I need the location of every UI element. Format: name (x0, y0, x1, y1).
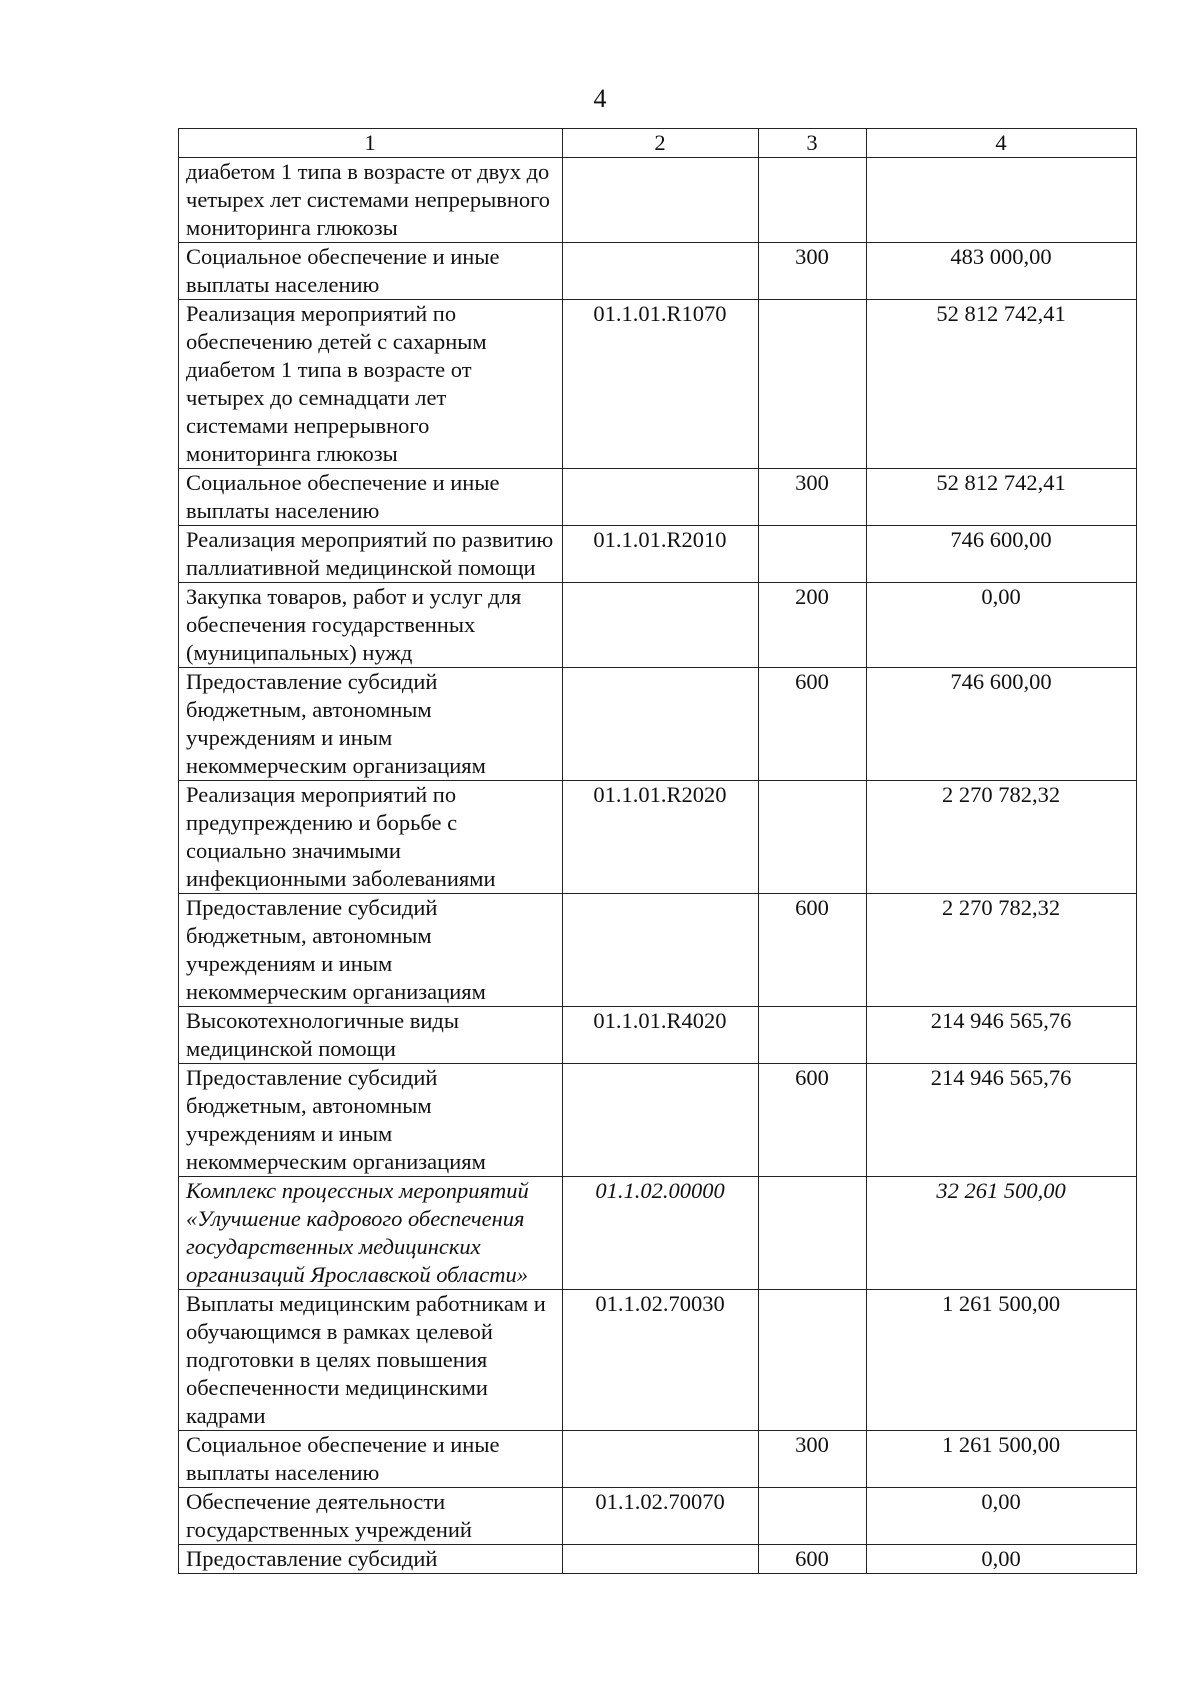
table-row (179, 1290, 1137, 1431)
row-type (759, 1290, 867, 1431)
row-name: Реализация мероприятий по развитию паллиативной медицинской помощи (179, 526, 563, 583)
table-header-row (179, 129, 1137, 158)
row-code: 01.1.01.R2020 (563, 781, 759, 894)
row-code (563, 1064, 759, 1177)
row-type (759, 1488, 867, 1545)
row-amount: 1 261 500,00 (867, 1431, 1137, 1488)
row-code: 01.1.02.70030 (563, 1290, 759, 1431)
table-row (179, 526, 1137, 583)
header-col-4: 4 (867, 129, 1137, 158)
row-amount: 2 270 782,32 (867, 781, 1137, 894)
table-row (179, 243, 1137, 300)
table-row (179, 1431, 1137, 1488)
row-name: Предоставление субсидий бюджетным, автономным учреждениям и иным некоммерческим организациям (179, 894, 563, 1007)
row-name: Предоставление субсидий (179, 1545, 563, 1574)
row-code (563, 469, 759, 526)
row-type: 200 (759, 583, 867, 668)
row-name: Предоставление субсидий бюджетным, автономным учреждениям и иным некоммерческим организациям (179, 668, 563, 781)
row-amount: 0,00 (867, 1488, 1137, 1545)
row-type (759, 1177, 867, 1290)
row-name: Обеспечение деятельности государственных учреждений (179, 1488, 563, 1545)
table-row (179, 781, 1137, 894)
row-name: Высокотехнологичные виды медицинской помощи (179, 1007, 563, 1064)
table-row (179, 300, 1137, 469)
table-row (179, 158, 1137, 243)
row-name: диабетом 1 типа в возрасте от двух до четырех лет системами непрерывного мониторинга глюкозы (179, 158, 563, 243)
row-amount: 214 946 565,76 (867, 1064, 1137, 1177)
row-amount: 2 270 782,32 (867, 894, 1137, 1007)
row-code (563, 158, 759, 243)
header-col-2: 2 (563, 129, 759, 158)
row-amount: 32 261 500,00 (867, 1177, 1137, 1290)
row-name: Социальное обеспечение и иные выплаты населению (179, 469, 563, 526)
row-type (759, 781, 867, 894)
row-type (759, 526, 867, 583)
budget-table (178, 128, 1137, 1574)
row-code: 01.1.01.R4020 (563, 1007, 759, 1064)
page-number: 4 (593, 84, 607, 113)
row-name: Социальное обеспечение и иные выплаты населению (179, 243, 563, 300)
header-col-3: 3 (759, 129, 867, 158)
table-row (179, 583, 1137, 668)
table-row (179, 1545, 1137, 1574)
table-row (179, 1488, 1137, 1545)
row-amount: 0,00 (867, 583, 1137, 668)
table-row (179, 1177, 1137, 1290)
row-amount: 52 812 742,41 (867, 300, 1137, 469)
row-name: Реализация мероприятий по предупреждению и борьбе с социально значимыми инфекционными заболеваниями (179, 781, 563, 894)
row-code (563, 894, 759, 1007)
row-name: Предоставление субсидий бюджетным, автономным учреждениям и иным некоммерческим организациям (179, 1064, 563, 1177)
row-type: 600 (759, 1545, 867, 1574)
row-amount: 746 600,00 (867, 526, 1137, 583)
row-code: 01.1.01.R1070 (563, 300, 759, 469)
header-col-1: 1 (179, 129, 563, 158)
row-code (563, 1545, 759, 1574)
row-code: 01.1.01.R2010 (563, 526, 759, 583)
row-amount (867, 158, 1137, 243)
row-name: Закупка товаров, работ и услуг для обеспечения государственных (муниципальных) нужд (179, 583, 563, 668)
row-code (563, 243, 759, 300)
row-amount: 52 812 742,41 (867, 469, 1137, 526)
row-code (563, 583, 759, 668)
row-code: 01.1.02.00000 (563, 1177, 759, 1290)
row-amount: 483 000,00 (867, 243, 1137, 300)
row-code (563, 1431, 759, 1488)
row-code: 01.1.02.70070 (563, 1488, 759, 1545)
table-body (179, 158, 1137, 1574)
table-row (179, 469, 1137, 526)
row-name: Комплекс процессных мероприятий «Улучшение кадрового обеспечения государственных медицинских организаций Ярославской области» (179, 1177, 563, 1290)
row-name: Выплаты медицинским работникам и обучающимся в рамках целевой подготовки в целях повышения обеспеченности медицинскими кадрами (179, 1290, 563, 1431)
table-row (179, 1064, 1137, 1177)
table-row (179, 1007, 1137, 1064)
row-amount: 0,00 (867, 1545, 1137, 1574)
table-row (179, 894, 1137, 1007)
row-name: Реализация мероприятий по обеспечению детей с сахарным диабетом 1 типа в возрасте от четырех до семнадцати лет системами непрерывного мониторинга глюкозы (179, 300, 563, 469)
row-amount: 214 946 565,76 (867, 1007, 1137, 1064)
row-type: 300 (759, 1431, 867, 1488)
row-type: 600 (759, 668, 867, 781)
row-type: 600 (759, 1064, 867, 1177)
row-type (759, 1007, 867, 1064)
row-amount: 1 261 500,00 (867, 1290, 1137, 1431)
row-type: 300 (759, 243, 867, 300)
row-type: 300 (759, 469, 867, 526)
row-type (759, 158, 867, 243)
row-type: 600 (759, 894, 867, 1007)
table-row (179, 668, 1137, 781)
row-name: Социальное обеспечение и иные выплаты населению (179, 1431, 563, 1488)
row-amount: 746 600,00 (867, 668, 1137, 781)
row-type (759, 300, 867, 469)
row-code (563, 668, 759, 781)
